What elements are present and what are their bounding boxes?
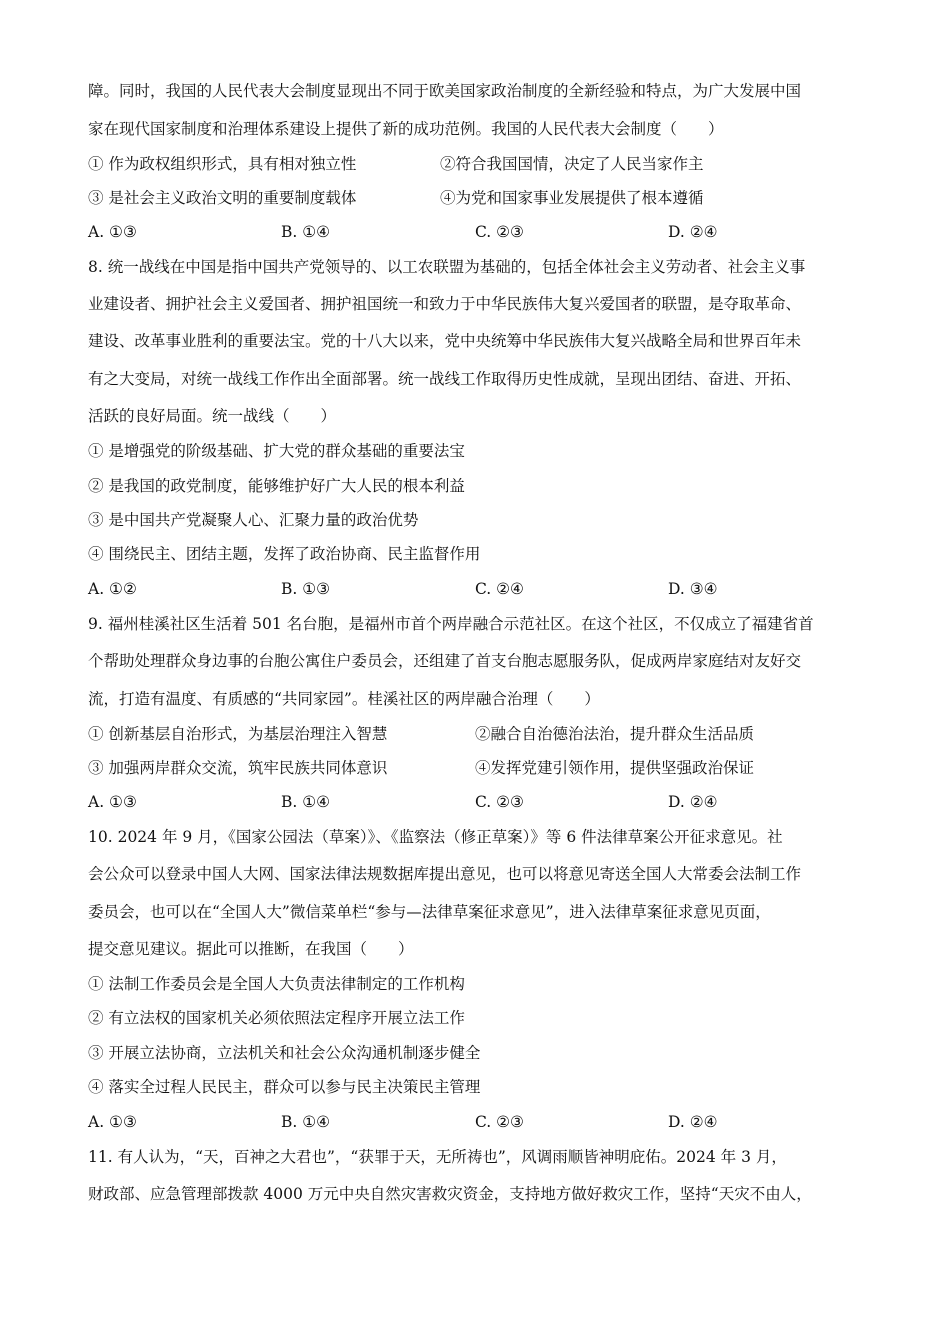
q8-line-1: 8. 统一战线在中国是指中国共产党领导的、以工农联盟为基础的，包括全体社会主义劳动者、社会主义事 — [88, 258, 806, 276]
q10-line-1: 10. 2024 年 9 月，《国家公园法（草案）》、《监察法（修正草案）》等 6 件法律草案公开征求意见。社 — [88, 828, 783, 846]
q7-line-1: 障。同时，我国的人民代表大会制度显现出不同于欧美国家政治制度的全新经验和特点，为广大发展中国 — [88, 82, 802, 100]
q11-line-1: 11. 有人认为，“天，百神之大君也”，“获罪于天，无所祷也”，风调雨顺皆神明庇佑。2024 年 3 月， — [88, 1148, 787, 1166]
q9-option-2: ②融合自治德治法治，提升群众生活品质 — [475, 725, 755, 743]
q10-choice-c[interactable]: C. ②③ — [475, 1113, 524, 1131]
q10-choice-a[interactable]: A. ①③ — [88, 1113, 137, 1131]
q10-choice-d[interactable]: D. ②④ — [668, 1113, 718, 1131]
q9-choice-d[interactable]: D. ②④ — [668, 793, 718, 811]
q10-option-2: ② 有立法权的国家机关必须依照法定程序开展立法工作 — [88, 1009, 465, 1027]
q9-choice-a[interactable]: A. ①③ — [88, 793, 137, 811]
q7-choice-d[interactable]: D. ②④ — [668, 223, 718, 241]
q10-option-1: ① 法制工作委员会是全国人大负责法律制定的工作机构 — [88, 975, 465, 993]
q8-line-2: 业建设者、拥护社会主义爱国者、拥护祖国统一和致力于中华民族伟大复兴爱国者的联盟，是夺取革命、 — [88, 295, 802, 313]
q7-options-row-1 — [88, 153, 868, 175]
q10-line-4: 提交意见建议。据此可以推断，在我国（ ） — [88, 940, 414, 958]
q7-options-row-2 — [88, 187, 868, 209]
q9-line-3: 流，打造有温度、有质感的“共同家园”。桂溪社区的两岸融合治理（ ） — [88, 690, 600, 708]
q8-option-2: ② 是我国的政党制度，能够维护好广大人民的根本利益 — [88, 477, 465, 495]
q7-line-2: 家在现代国家制度和治理体系建设上提供了新的成功范例。我国的人民代表大会制度（ ） — [88, 120, 724, 138]
q8-choice-a[interactable]: A. ①② — [88, 580, 137, 598]
q9-choice-c[interactable]: C. ②③ — [475, 793, 524, 811]
q8-choices — [88, 578, 868, 600]
q10-line-3: 委员会，也可以在“全国人大”微信菜单栏“参与—法律草案征求意见”，进入法律草案征求意见页面， — [88, 903, 771, 921]
q7-choices — [88, 221, 868, 243]
q8-option-4: ④ 围绕民主、团结主题，发挥了政治协商、民主监督作用 — [88, 545, 481, 563]
q9-option-4: ④发挥党建引领作用，提供坚强政治保证 — [475, 759, 755, 777]
q8-option-3: ③ 是中国共产党凝聚人心、汇聚力量的政治优势 — [88, 511, 419, 529]
q9-choice-b[interactable]: B. ①④ — [281, 793, 331, 811]
q9-option-3: ③ 加强两岸群众交流，筑牢民族共同体意识 — [88, 759, 388, 777]
q10-choices — [88, 1111, 868, 1133]
q9-line-1: 9. 福州桂溪社区生活着 501 名台胞，是福州市首个两岸融合示范社区。在这个社区，不仅成立了福建省首 — [88, 615, 814, 633]
q10-option-3: ③ 开展立法协商，立法机关和社会公众沟通机制逐步健全 — [88, 1044, 481, 1062]
q9-options-row-2 — [88, 757, 868, 779]
q8-line-5: 活跃的良好局面。统一战线（ ） — [88, 407, 337, 425]
q7-option-3: ③ 是社会主义政治文明的重要制度载体 — [88, 189, 357, 207]
q11-line-2: 财政部、应急管理部拨款 4000 万元中央自然灾害救灾资金，支持地方做好救灾工作，坚持“天灾不由人， — [88, 1185, 812, 1203]
q9-option-1: ① 创新基层自治形式，为基层治理注入智慧 — [88, 725, 388, 743]
q8-choice-d[interactable]: D. ③④ — [668, 580, 718, 598]
q7-choice-b[interactable]: B. ①④ — [281, 223, 331, 241]
q7-option-4: ④为党和国家事业发展提供了根本遵循 — [440, 189, 704, 207]
q8-option-1: ① 是增强党的阶级基础、扩大党的群众基础的重要法宝 — [88, 442, 465, 460]
q7-option-1: ① 作为政权组织形式，具有相对独立性 — [88, 155, 357, 173]
q9-line-2: 个帮助处理群众身边事的台胞公寓住户委员会，还组建了首支台胞志愿服务队，促成两岸家庭结对友好交 — [88, 652, 802, 670]
q9-options-row-1 — [88, 723, 868, 745]
q10-choice-b[interactable]: B. ①④ — [281, 1113, 331, 1131]
q7-option-2: ②符合我国国情，决定了人民当家作主 — [440, 155, 704, 173]
q7-choice-a[interactable]: A. ①③ — [88, 223, 137, 241]
q9-choices — [88, 791, 868, 813]
q10-line-2: 会公众可以登录中国人大网、国家法律法规数据库提出意见，也可以将意见寄送全国人大常委会法制工作 — [88, 865, 802, 883]
q8-choice-b[interactable]: B. ①③ — [281, 580, 331, 598]
q8-line-4: 有之大变局，对统一战线工作作出全面部署。统一战线工作取得历史性成就，呈现出团结、奋进、开拓、 — [88, 370, 802, 388]
q7-choice-c[interactable]: C. ②③ — [475, 223, 524, 241]
q8-choice-c[interactable]: C. ②④ — [475, 580, 524, 598]
q10-option-4: ④ 落实全过程人民民主，群众可以参与民主决策民主管理 — [88, 1078, 481, 1096]
q8-line-3: 建设、改革事业胜利的重要法宝。党的十八大以来，党中央统筹中华民族伟大复兴战略全局和世界百年未 — [88, 332, 802, 350]
